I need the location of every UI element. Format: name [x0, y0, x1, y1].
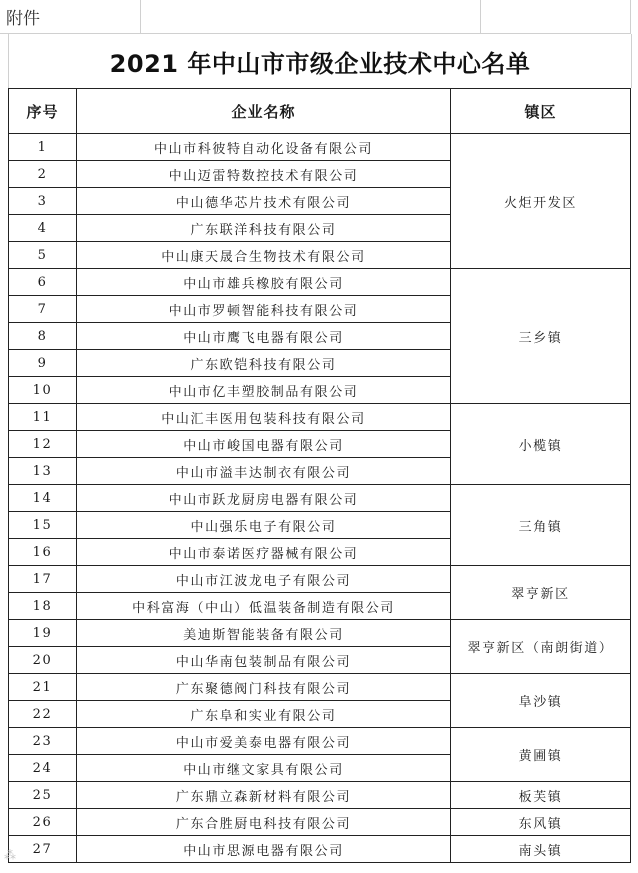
enterprise-name: 中山市溢丰达制衣有限公司	[77, 458, 451, 485]
enterprise-name: 中山市科彼特自动化设备有限公司	[77, 134, 451, 161]
row-index: 10	[9, 377, 77, 404]
enterprise-name: 广东阜和实业有限公司	[77, 701, 451, 728]
row-index: 20	[9, 647, 77, 674]
enterprise-name: 广东聚德阀门科技有限公司	[77, 674, 451, 701]
enterprise-name: 中山市罗顿智能科技有限公司	[77, 296, 451, 323]
town-cell: 东风镇	[451, 809, 631, 836]
row-index: 22	[9, 701, 77, 728]
enterprise-name: 中山市爱美泰电器有限公司	[77, 728, 451, 755]
row-index: 19	[9, 620, 77, 647]
watermark-logo: ⁂	[4, 848, 16, 862]
row-index: 11	[9, 404, 77, 431]
table-row	[9, 782, 631, 809]
enterprise-name: 中山市跃龙厨房电器有限公司	[77, 485, 451, 512]
row-index: 6	[9, 269, 77, 296]
table-row	[9, 485, 631, 512]
enterprise-name: 中山市思源电器有限公司	[77, 836, 451, 863]
row-index: 12	[9, 431, 77, 458]
town-cell: 黄圃镇	[451, 728, 631, 782]
column-header-town: 镇区	[451, 89, 631, 134]
row-index: 21	[9, 674, 77, 701]
town-cell: 板芙镇	[451, 782, 631, 809]
enterprise-name: 广东联洋科技有限公司	[77, 215, 451, 242]
enterprise-list-table	[8, 88, 631, 863]
row-index: 7	[9, 296, 77, 323]
row-index: 17	[9, 566, 77, 593]
table-header-row	[9, 89, 631, 134]
table-row	[9, 269, 631, 296]
table-row	[9, 836, 631, 863]
row-index: 24	[9, 755, 77, 782]
header-cell	[140, 0, 481, 34]
enterprise-name: 中山市峻国电器有限公司	[77, 431, 451, 458]
row-index: 9	[9, 350, 77, 377]
town-cell: 翠亨新区（南朗街道）	[451, 620, 631, 674]
enterprise-name: 中科富海（中山）低温装备制造有限公司	[77, 593, 451, 620]
enterprise-name: 美迪斯智能装备有限公司	[77, 620, 451, 647]
header-cell	[480, 0, 631, 34]
enterprise-name: 中山市泰诺医疗器械有限公司	[77, 539, 451, 566]
enterprise-name: 中山市继文家具有限公司	[77, 755, 451, 782]
column-header-name: 企业名称	[77, 89, 451, 134]
table-row	[9, 620, 631, 647]
table-row	[9, 728, 631, 755]
town-cell: 火炬开发区	[451, 134, 631, 269]
table-row	[9, 566, 631, 593]
enterprise-name: 中山市江波龙电子有限公司	[77, 566, 451, 593]
row-index: 26	[9, 809, 77, 836]
enterprise-name: 中山德华芯片技术有限公司	[77, 188, 451, 215]
table-body	[9, 134, 631, 863]
column-header-index: 序号	[9, 89, 77, 134]
row-index: 8	[9, 323, 77, 350]
enterprise-name: 中山强乐电子有限公司	[77, 512, 451, 539]
row-index: 16	[9, 539, 77, 566]
enterprise-name: 中山汇丰医用包装科技有限公司	[77, 404, 451, 431]
town-cell: 三角镇	[451, 485, 631, 566]
enterprise-name: 中山市雄兵橡胶有限公司	[77, 269, 451, 296]
row-index: 5	[9, 242, 77, 269]
enterprise-name: 中山迈雷特数控技术有限公司	[77, 161, 451, 188]
row-index: 1	[9, 134, 77, 161]
row-index: 18	[9, 593, 77, 620]
row-index: 4	[9, 215, 77, 242]
town-cell: 南头镇	[451, 836, 631, 863]
enterprise-name: 中山市鹰飞电器有限公司	[77, 323, 451, 350]
document-title: 2021 年中山市市级企业技术中心名单	[109, 50, 531, 78]
row-index: 25	[9, 782, 77, 809]
enterprise-name: 广东欧铠科技有限公司	[77, 350, 451, 377]
title-box	[8, 34, 632, 88]
town-cell: 翠亨新区	[451, 566, 631, 620]
top-header-strip	[0, 0, 638, 34]
row-index: 3	[9, 188, 77, 215]
row-index: 15	[9, 512, 77, 539]
row-index: 27	[9, 836, 77, 863]
enterprise-name: 中山华南包装制品有限公司	[77, 647, 451, 674]
row-index: 23	[9, 728, 77, 755]
table-row	[9, 809, 631, 836]
table-row	[9, 404, 631, 431]
enterprise-name: 中山市亿丰塑胶制品有限公司	[77, 377, 451, 404]
enterprise-name: 中山康天晟合生物技术有限公司	[77, 242, 451, 269]
table-row	[9, 674, 631, 701]
enterprise-name: 广东鼎立森新材料有限公司	[77, 782, 451, 809]
town-cell: 阜沙镇	[451, 674, 631, 728]
row-index: 13	[9, 458, 77, 485]
town-cell: 小榄镇	[451, 404, 631, 485]
town-cell: 三乡镇	[451, 269, 631, 404]
table-row	[9, 134, 631, 161]
attachment-label: 附件	[6, 9, 40, 29]
enterprise-name: 广东合胜厨电科技有限公司	[77, 809, 451, 836]
row-index: 2	[9, 161, 77, 188]
row-index: 14	[9, 485, 77, 512]
